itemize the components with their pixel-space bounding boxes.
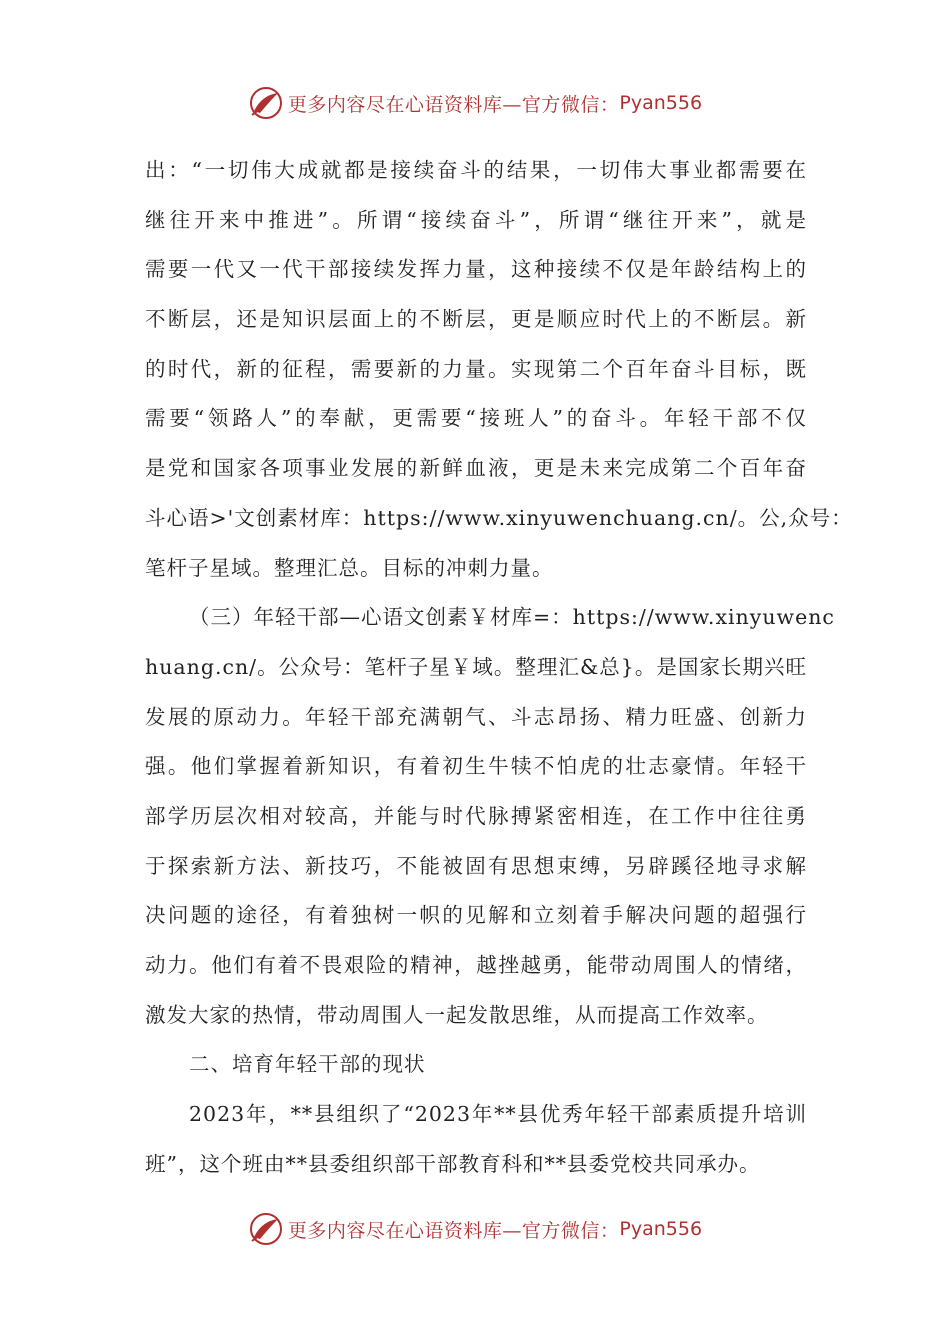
text-line: 发展的原动力。年轻干部充满朝气、斗志昂扬、精力旺盛、创新力 — [145, 704, 807, 729]
text-line: 强。他们掌握着新知识，有着初生牛犊不怕虎的壮志豪情。年轻干 — [145, 754, 807, 779]
section-heading: 二、培育年轻干部的现状 — [189, 1052, 426, 1077]
text-line: 班”，这个班由**县委组织部干部教育科和**县委党校共同承办。 — [145, 1151, 761, 1176]
pen-logo-icon — [248, 1211, 284, 1247]
text-line: 出：“一切伟大成就都是接续奋斗的结果，一切伟大事业都需要在 — [145, 158, 807, 182]
header-contact-id: Pyan556 — [619, 92, 703, 114]
text-line: 的时代，新的征程，需要新的力量。实现第二个百年奋斗目标，既 — [145, 356, 807, 381]
text-line: huang.cn/。公众号：笔杆子星￥域。整理汇&总}。是国家长期兴旺 — [145, 654, 807, 679]
text-line: 不断层，还是知识层面上的不断层，更是顺应时代上的不断层。新 — [145, 307, 807, 332]
text-line: 决问题的途径，有着独树一帜的见解和立刻着手解决问题的超强行 — [145, 903, 807, 928]
text-line: 斗心语>'文创素材库：https://www.xinyuwenchuang.cn/。公,众号： — [145, 505, 853, 530]
text-line: 需要一代又一代干部接续发挥力量，这种接续不仅是年龄结构上的 — [145, 257, 807, 282]
footer-contact-id: Pyan556 — [619, 1218, 703, 1240]
footer-banner — [0, 1209, 950, 1249]
section-heading-line: （三）年轻干部—心语文创素￥材库=：https://www.xinyuwenc — [189, 605, 835, 630]
header-banner — [0, 83, 950, 123]
text-line: 动力。他们有着不畏艰险的精神，越挫越勇，能带动周围人的情绪， — [145, 953, 807, 977]
text-line: 2023年，**县组织了“2023年**县优秀年轻干部素质提升培训 — [189, 1102, 807, 1127]
text-line: 笔杆子星域。整理汇总。目标的冲刺力量。 — [145, 555, 554, 580]
footer-watermark-text: 更多内容尽在心语资料库—官方微信： — [287, 1219, 620, 1242]
text-line: 激发大家的热情，带动周围人一起发散思维，从而提高工作效率。 — [145, 1002, 769, 1027]
text-line: 部学历层次相对较高，并能与时代脉搏紧密相连，在工作中往往勇 — [145, 803, 807, 828]
header-watermark-text: 更多内容尽在心语资料库—官方微信： — [287, 93, 620, 116]
document-body — [145, 146, 853, 1189]
text-line: 于探索新方法、新技巧，不能被固有思想束缚，另辟蹊径地寻求解 — [145, 853, 807, 878]
text-line: 是党和国家各项事业发展的新鲜血液，更是未来完成第二个百年奋 — [145, 456, 807, 481]
text-line: 需要“领路人”的奉献，更需要“接班人”的奋斗。年轻干部不仅 — [145, 406, 807, 431]
pen-logo-icon — [248, 85, 284, 121]
text-line: 继往开来中推进”。所谓“接续奋斗”，所谓“继往开来”，就是 — [145, 207, 807, 232]
